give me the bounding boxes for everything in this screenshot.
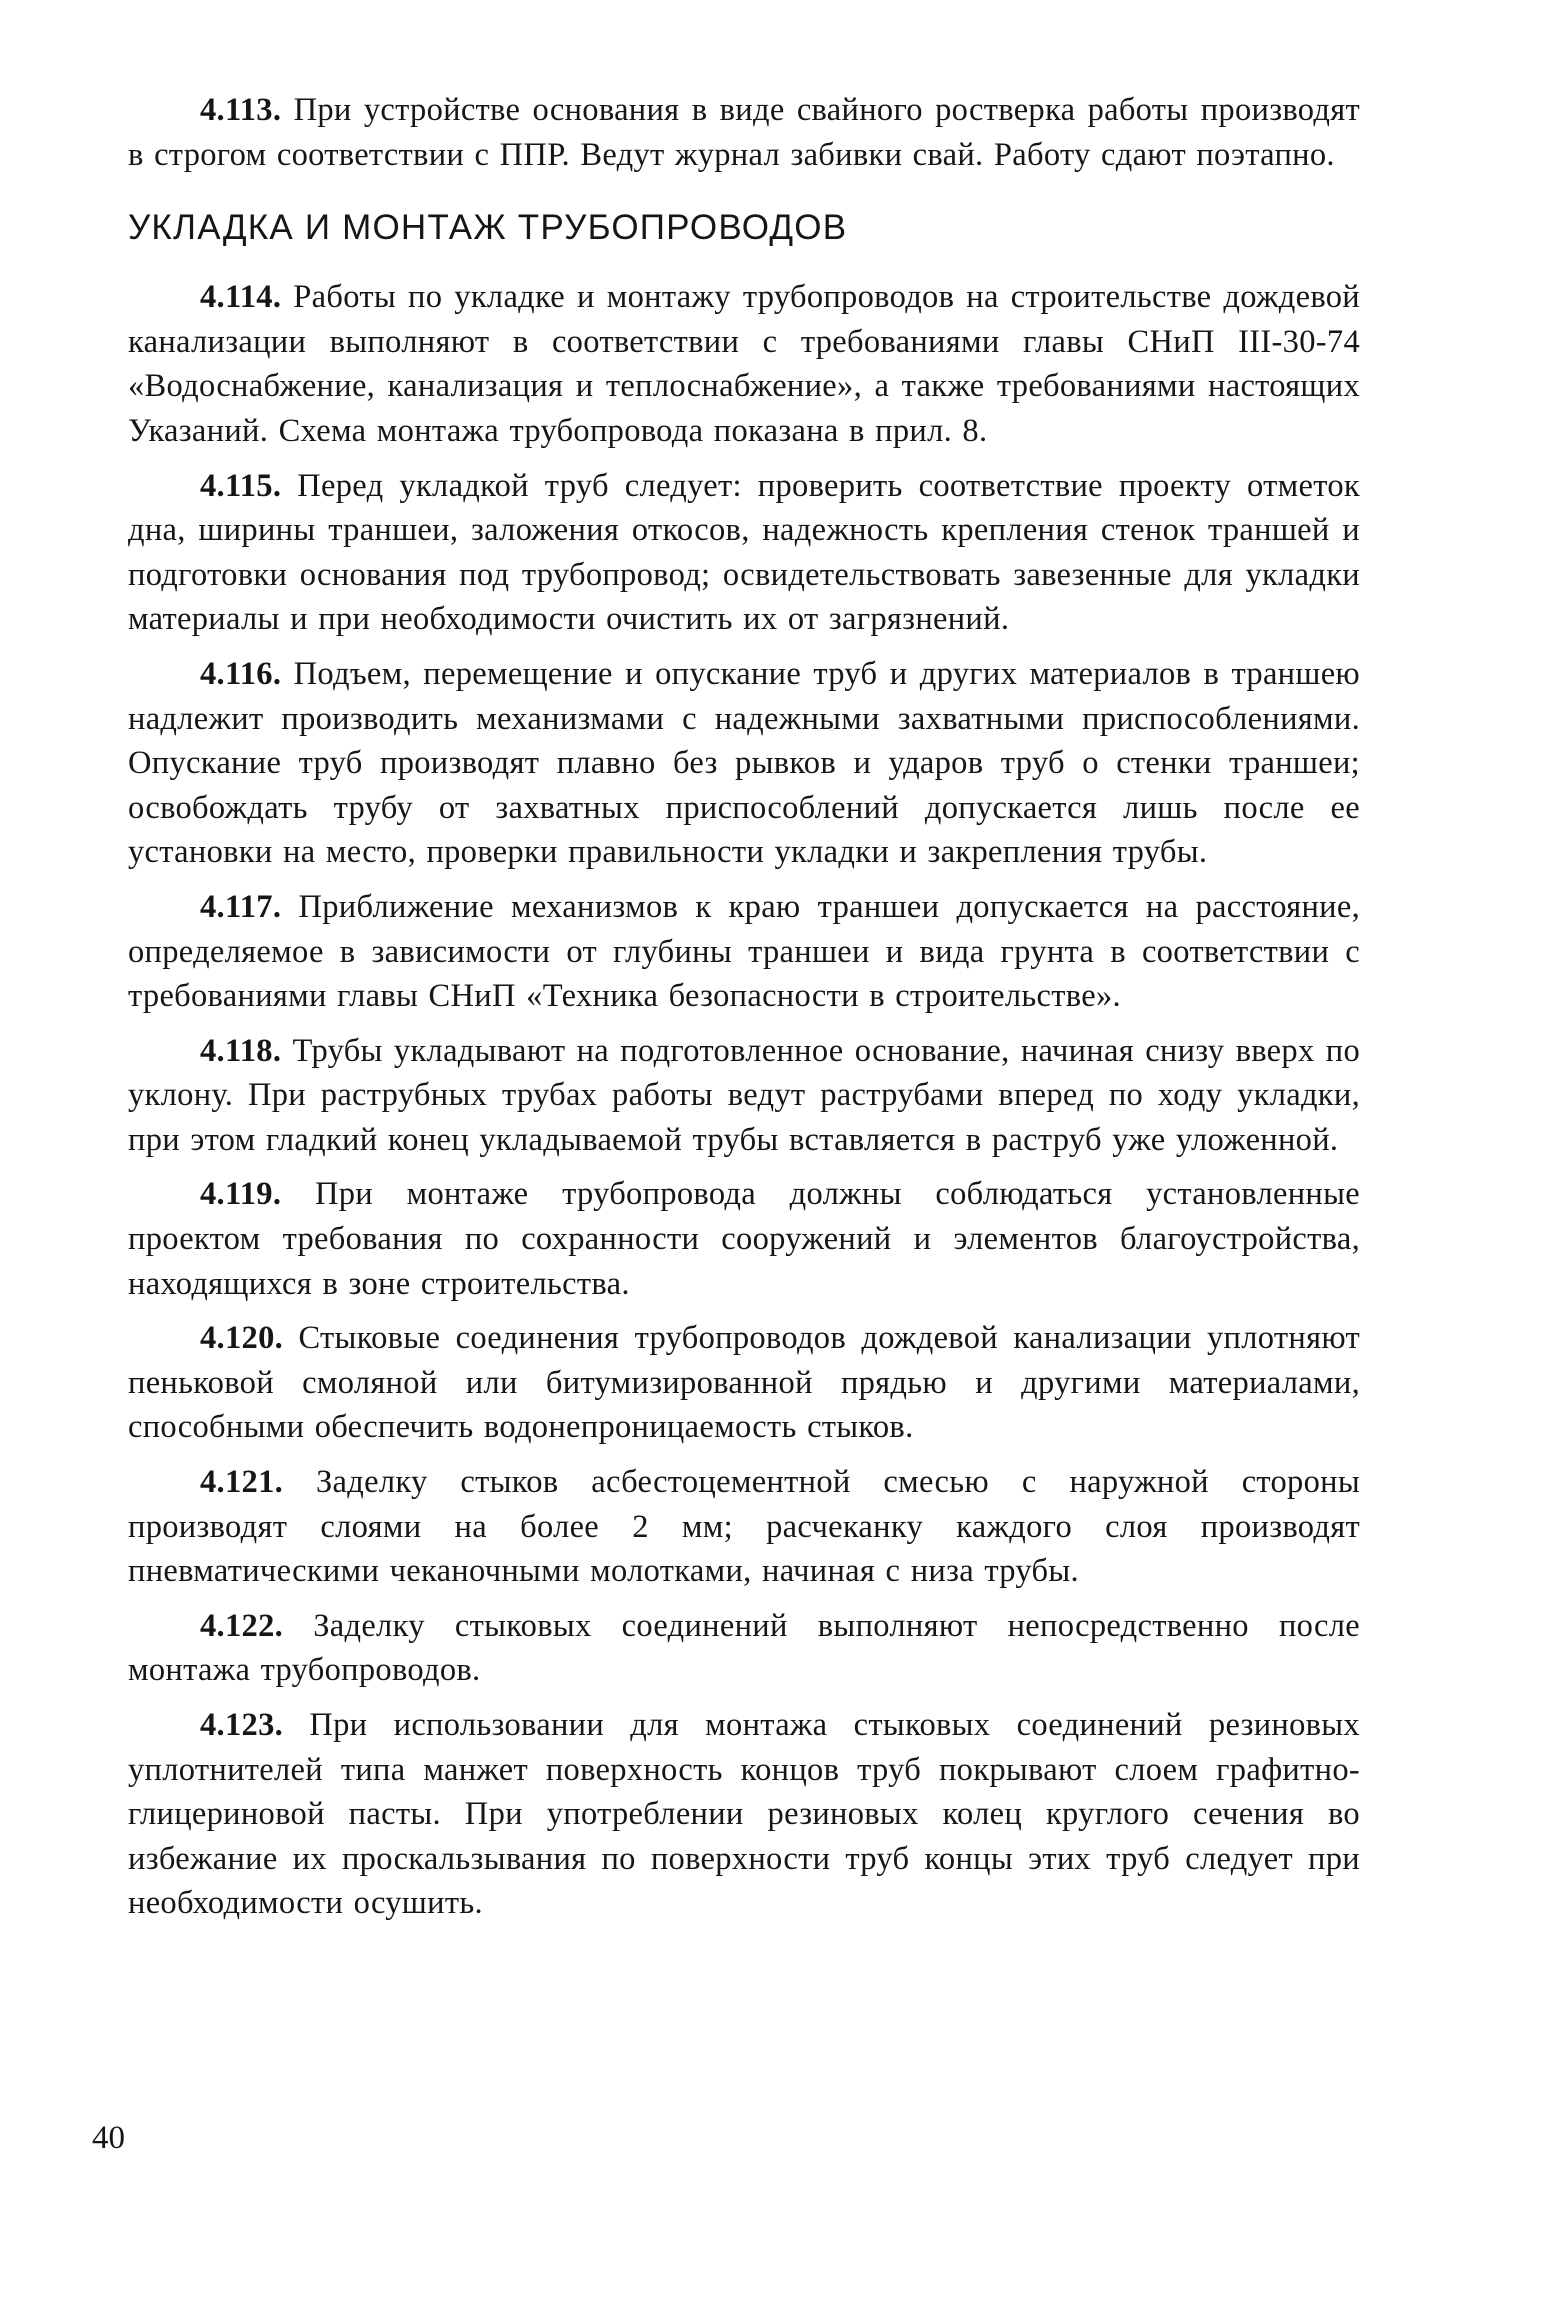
paragraph-text: Заделку стыковых соединений выполняют непосредственно после монтажа трубопроводов. — [128, 1607, 1360, 1689]
paragraph-4-118 — [128, 1029, 1360, 1163]
paragraph-text: Перед укладкой труб следует: проверить соответствие проекту отметок дна, ширины траншеи, заложения откосов, надежность крепления стенок траншей и подготовки основания под трубопровод; освидетельствовать завезенные для укладки материалы и при необходимости очистить их от загрязнений. — [128, 467, 1360, 638]
paragraph-4-114 — [128, 275, 1360, 453]
paragraph-4-120 — [128, 1316, 1360, 1450]
paragraph-number: 4.123. — [200, 1707, 284, 1743]
paragraph-text: Трубы укладывают на подготовленное основание, начиная снизу вверх по уклону. При раструбных трубах работы ведут раструбами вперед по ходу укладки, при этом гладкий конец укладываемой трубы вставляется в раструб уже уложенной. — [128, 1032, 1360, 1158]
paragraph-number: 4.119. — [200, 1176, 282, 1213]
paragraph-number: 4.117. — [200, 888, 282, 925]
paragraph-4-123 — [128, 1703, 1360, 1926]
paragraph-text: Стыковые соединения трубопроводов дождевой канализации уплотняют пеньковой смоляной или битумизированной прядью и другими материалами, способными обеспечить водонепроницаемость стыков. — [128, 1320, 1360, 1446]
paragraph-text: Работы по укладке и монтажу трубопроводов на строительстве дождевой канализации выполняют в соответствии с требованиями главы СНиП III-30-74 «Водоснабжение, канализация и теплоснабжение», а также требованиями настоящих Указаний. Схема монтажа трубопровода показана в прил. 8. — [128, 279, 1360, 449]
paragraph-text: Подъем, перемещение и опускание труб и других материалов в траншею надлежит производить механизмами с надежными захватными приспособлениями. Опускание труб производят плавно без рывков и ударов труб о стенки траншеи; освобождать трубу от захватных приспособлений допускается лишь после ее установки на место, проверки правильности укладки и закрепления трубы. — [128, 655, 1360, 871]
paragraph-number: 4.115. — [200, 467, 282, 504]
paragraph-number: 4.120. — [200, 1320, 284, 1357]
paragraph-4-121 — [128, 1460, 1360, 1594]
paragraph-text: Приближение механизмов к краю траншеи допускается на расстояние, определяемое в зависимости от глубины траншеи и вида грунта в соответствии с требованиями главы СНиП «Техника безопасности в строительстве». — [128, 888, 1360, 1015]
page-number: 40 — [92, 2120, 125, 2156]
paragraph-number: 4.122. — [200, 1607, 284, 1644]
paragraph-4-119 — [128, 1172, 1360, 1306]
paragraph-number: 4.116. — [200, 655, 282, 692]
paragraph-number: 4.113. — [200, 92, 282, 128]
paragraph-text: При использовании для монтажа стыковых соединений резиновых уплотнителей типа манжет поверхность концов труб покрывают слоем графитно-глицериновой пасты. При употреблении резиновых колец круглого сечения во избежание их проскальзывания по поверхности труб концы этих труб следует при необходимости осушить. — [128, 1707, 1360, 1922]
document-page — [128, 88, 1360, 1936]
section-heading: УКЛАДКА И МОНТАЖ ТРУБОПРОВОДОВ — [128, 208, 848, 248]
paragraph-text: При монтаже трубопровода должны соблюдаться установленные проектом требования по сохранности сооружений и элементов благоустройства, находящихся в зоне строительства. — [128, 1176, 1360, 1302]
paragraph-4-116 — [128, 652, 1360, 875]
paragraph-4-113 — [128, 88, 1360, 177]
paragraph-number: 4.114. — [200, 279, 282, 316]
paragraph-4-122 — [128, 1604, 1360, 1693]
paragraph-number: 4.118. — [200, 1032, 282, 1069]
paragraph-4-117 — [128, 885, 1360, 1019]
paragraph-4-115 — [128, 464, 1360, 642]
paragraph-text: При устройстве основания в виде свайного ростверка работы производят в строгом соответствии с ППР. Ведут журнал забивки свай. Работу сдают поэтапно. — [128, 92, 1360, 173]
paragraph-text: Заделку стыков асбестоцементной смесью с наружной стороны производят слоями на более 2 мм; расчеканку каждого слоя производят пневматическими чеканочными молотками, начиная с низа трубы. — [128, 1464, 1360, 1590]
paragraph-number: 4.121. — [200, 1464, 284, 1501]
